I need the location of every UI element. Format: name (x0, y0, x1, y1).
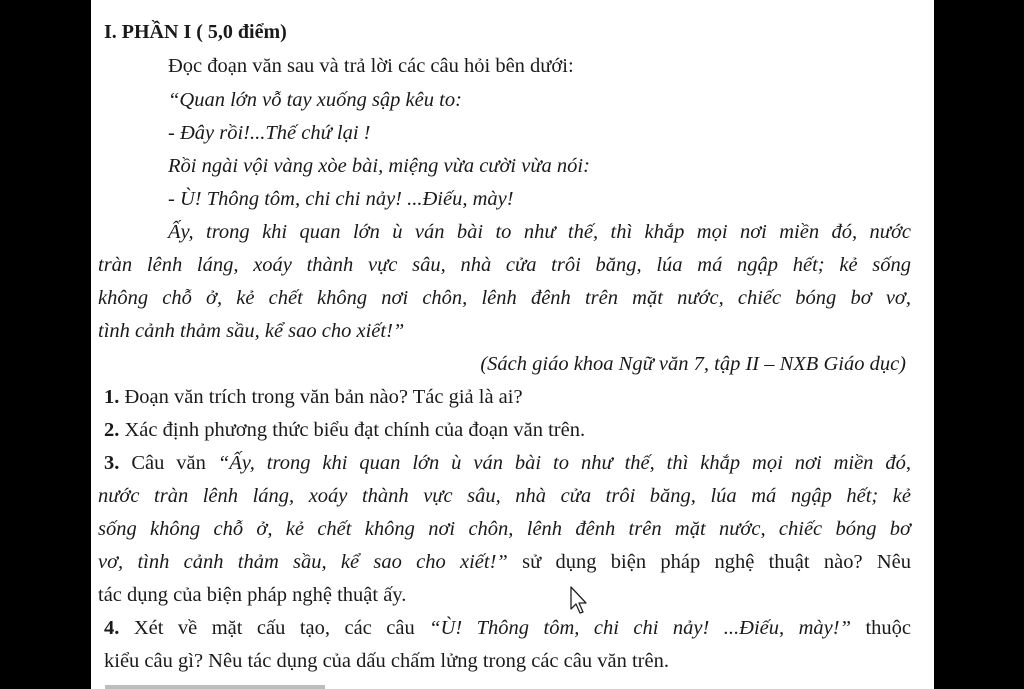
exam-document (91, 0, 934, 689)
quoted-sentence: “Ấy, trong khi quan lớn ù ván bài to như thế, thì khắp mọi nơi miền đó, (217, 452, 911, 474)
question-text: sử dụng biện pháp nghệ thuật nào? Nêu (507, 551, 911, 573)
quoted-sentence-line: nước tràn lênh láng, xoáy thành vực sâu, nhà cửa trôi băng, lúa má ngập hết; kẻ (98, 485, 911, 507)
question-text: Xét về mặt cấu tạo, các câu (133, 617, 430, 639)
passage-paragraph-line: Ấy, trong khi quan lớn ù ván bài to như thế, thì khắp mọi nơi miền đó, nước (168, 221, 911, 243)
passage-line: Rồi ngài vội vàng xòe bài, miệng vừa cười vừa nói: (168, 155, 590, 177)
question-4 (104, 612, 911, 645)
passage-paragraph-line: không chỗ ở, kẻ chết không nơi chôn, lênh đênh trên mặt nước, chiếc bóng bơ vơ, (98, 287, 911, 309)
question-number: 3. (104, 452, 120, 474)
passage-line: - Ù! Thông tôm, chi chi nảy! ...Điếu, mày! (168, 188, 514, 210)
passage-line: “Quan lớn vỗ tay xuống sập kêu to: (168, 89, 462, 111)
question-text: tác dụng của biện pháp nghệ thuật ấy. (98, 584, 407, 606)
question-text: kiểu câu gì? Nêu tác dụng của dấu chấm lửng trong các câu văn trên. (104, 650, 669, 672)
question-2 (104, 414, 585, 447)
instruction-text: Đọc đoạn văn sau và trả lời các câu hỏi bên dưới: (168, 55, 574, 77)
question-text: Xác định phương thức biểu đạt chính của đoạn văn trên. (124, 419, 586, 441)
question-number: 1. (104, 386, 120, 408)
section-heading: I. PHẦN I ( 5,0 điểm) (104, 21, 287, 43)
quoted-sentence: vơ, tình cảnh thảm sầu, kể sao cho xiết!” (98, 551, 508, 573)
document-page (91, 0, 934, 689)
question-number: 2. (104, 419, 120, 441)
passage-paragraph-line: tình cảnh thảm sầu, kể sao cho xiết!” (98, 320, 405, 342)
mouse-pointer-icon (569, 585, 591, 615)
question-3 (104, 447, 911, 480)
passage-line: - Đây rồi!...Thế chứ lại ! (168, 122, 371, 144)
quoted-sentence: “Ù! Thông tôm, chi chi nảy! ...Điếu, mày!” (429, 617, 851, 639)
question-text: Đoạn văn trích trong văn bản nào? Tác giả là ai? (124, 386, 523, 408)
passage-paragraph-line: tràn lênh láng, xoáy thành vực sâu, nhà cửa trôi băng, lúa má ngập hết; kẻ sống (98, 254, 911, 276)
question-text: thuộc (850, 617, 911, 639)
quoted-sentence-line: sống không chỗ ở, kẻ chết không nơi chôn, lênh đênh trên mặt nước, chiếc bóng bơ (98, 518, 911, 540)
question-text: Câu văn (131, 452, 218, 474)
question-3-line (98, 546, 911, 579)
question-1 (104, 381, 523, 414)
question-number: 4. (104, 617, 120, 639)
cutoff-next-line (105, 681, 325, 689)
passage-source: (Sách giáo khoa Ngữ văn 7, tập II – NXB Giáo dục) (480, 353, 906, 375)
